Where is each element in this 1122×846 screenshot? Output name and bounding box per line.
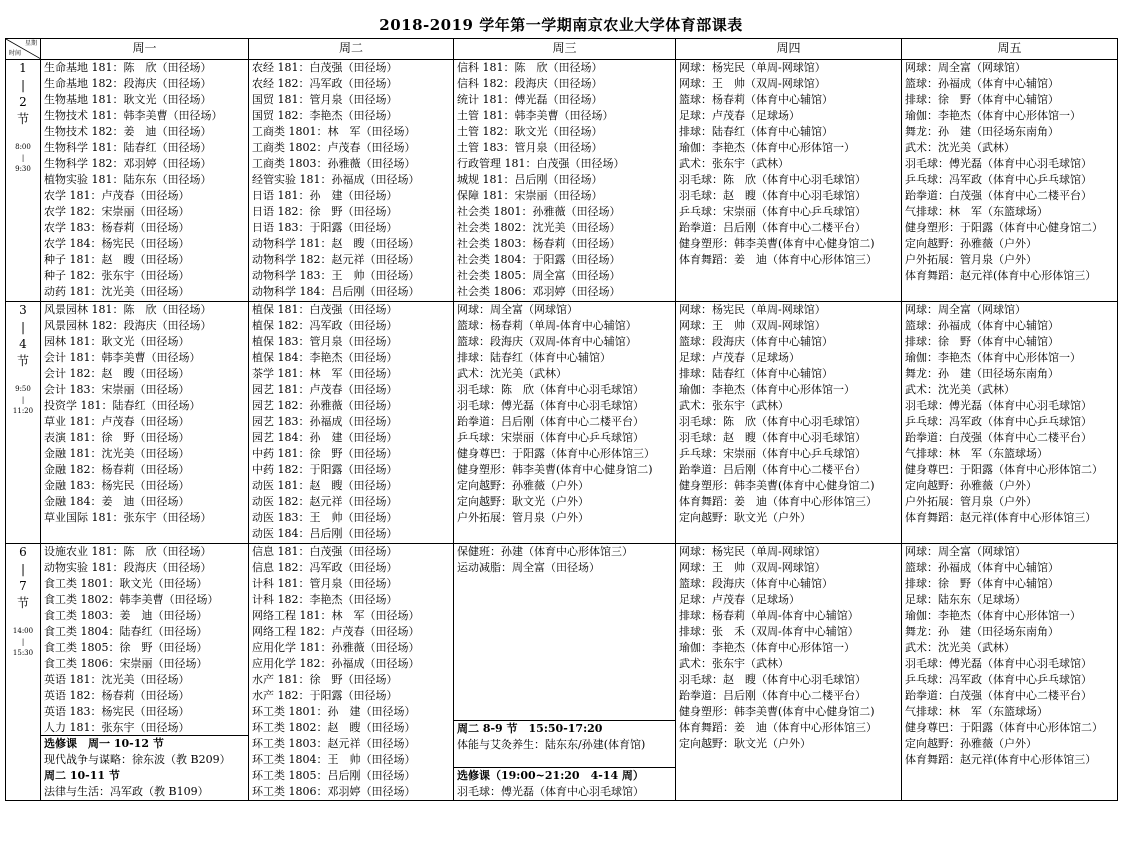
- class-entry: 足球：卢茂春（足球场）: [679, 593, 800, 606]
- class-entry: 草业国际 181：张东宇（田径场）: [44, 511, 212, 524]
- class-entry: 体育舞蹈：赵元祥(体育中心形体馆三）: [905, 269, 1097, 282]
- class-entry: 社会类 1806：邓羽婷（田径场）: [457, 285, 621, 298]
- class-entry: 种子 182：张东宇（田径场）: [44, 269, 190, 282]
- class-entry: 食工类 1803：姜 迪（田径场）: [44, 609, 208, 622]
- class-entry: 风景园林 181：陈 欣（田径场）: [44, 303, 212, 316]
- class-entry: 土管 182：耿文光（田径场）: [457, 125, 603, 138]
- period-row-1: [6, 60, 1118, 302]
- cell-thu-2: [676, 302, 902, 544]
- period-cell: [6, 60, 41, 302]
- class-entry: 网球：杨宪民（单周-网球馆）: [679, 303, 826, 316]
- class-entry: 羽毛球：傅光磊（体育中心羽毛球馆）: [905, 399, 1092, 412]
- class-entry: 会计 183：宋崇丽（田径场）: [44, 383, 190, 396]
- class-entry: 气排球：林 军（东篮球场）: [905, 205, 1048, 218]
- class-entry: 篮球：孙福成（体育中心辅馆）: [905, 561, 1059, 574]
- class-entry: 英语 183：杨宪民（田径场）: [44, 705, 190, 718]
- class-entry: 应用化学 181：孙雅薇（田径场）: [252, 641, 420, 654]
- class-entry: 舞龙：孙 建（田径场东南角）: [905, 125, 1059, 138]
- class-entry: 健身尊巴：于阳露（体育中心形体馆三）: [457, 447, 655, 460]
- period-time-line: |: [21, 154, 25, 162]
- class-entry: 羽毛球：赵 瞍（体育中心羽毛球馆）: [679, 189, 866, 202]
- day-header-thu: 周四: [676, 39, 902, 60]
- class-entry: 农经 182：冯军政（田径场）: [252, 77, 398, 90]
- class-entry: 农经 181：白茂强（田径场）: [252, 61, 398, 74]
- corner-cell: [6, 39, 41, 60]
- class-entry: 定向越野：孙雅薇（户外）: [905, 237, 1037, 250]
- class-entry: 武术：张东宇（武林）: [679, 157, 789, 170]
- class-entry: 排球：陆春红（体育中心辅馆）: [457, 351, 611, 364]
- class-entry: 食工类 1801：耿文光（田径场）: [44, 577, 208, 590]
- class-entry: 篮球：孙福成（体育中心辅馆）: [905, 319, 1059, 332]
- period-label-line: |: [20, 320, 26, 334]
- cell-wed-1: [454, 60, 676, 302]
- day-header-tue: 周二: [249, 39, 454, 60]
- wed-extra-line1: 体能与艾灸养生：陆东东/孙建(体育馆): [457, 738, 646, 751]
- period-time-line: 14:00: [12, 627, 34, 635]
- period-label-line: 1: [19, 61, 27, 75]
- class-entry: 环工类 1806：邓羽婷（田径场）: [252, 785, 416, 798]
- day-header-fri: 周五: [902, 39, 1118, 60]
- class-entry: 动医 181：赵 瞍（田径场）: [252, 479, 398, 492]
- cell-fri-2: [902, 302, 1118, 544]
- class-entry: 乒乓球：宋崇丽（体育中心乒乓球馆）: [457, 431, 644, 444]
- period-time: [6, 142, 40, 175]
- class-entry: 环工类 1805：吕后刚（田径场）: [252, 769, 416, 782]
- class-entry: 投资学 181：陆春红（田径场）: [44, 399, 201, 412]
- class-entry: 社会类 1804：于阳露（田径场）: [457, 253, 621, 266]
- class-entry: 定向越野：耿文光（户外）: [679, 737, 811, 750]
- wed-extra-head2: 选修课（19:00~21:20 4-14 周）: [457, 769, 644, 782]
- class-entry: 信息 182：冯军政（田径场）: [252, 561, 398, 574]
- period-row-3: [6, 544, 1118, 801]
- schedule-table: [5, 38, 1118, 801]
- class-entry: 跆拳道：吕后刚（体育中心二楼平台）: [679, 463, 866, 476]
- class-entry: 英语 181：沈光美（田径场）: [44, 673, 190, 686]
- class-entry: 体育舞蹈：赵元祥(体育中心形体馆三）: [905, 753, 1097, 766]
- cell-tue-3: [249, 544, 454, 801]
- cell-fri-1: [902, 60, 1118, 302]
- period-label-line: 7: [19, 579, 27, 593]
- mon-elective-line1: 现代战争与谋略：徐东波（教 B209）: [44, 753, 231, 766]
- cell-mon-2: [41, 302, 249, 544]
- class-entry: 动物科学 181：赵 瞍（田径场）: [252, 237, 420, 250]
- class-entry: 社会类 1802：沈光美（田径场）: [457, 221, 621, 234]
- class-entry: 健身尊巴：于阳露（体育中心形体馆二）: [905, 721, 1103, 734]
- class-entry: 篮球：孙福成（体育中心辅馆）: [905, 77, 1059, 90]
- class-entry: 武术：张东宇（武林）: [679, 657, 789, 670]
- class-entry: 健身塑形：于阳露（体育中心健身馆二）: [905, 221, 1103, 234]
- class-entry: 乒乓球：冯军政（体育中心乒乓球馆）: [905, 173, 1092, 186]
- class-entry: 农学 183：杨春莉（田径场）: [44, 221, 190, 234]
- class-entry: 生物科学 182：邓羽婷（田径场）: [44, 157, 212, 170]
- class-entry: 篮球：杨春莉（体育中心辅馆）: [679, 93, 833, 106]
- period-label-line: 节: [16, 354, 29, 368]
- class-entry: 篮球：段海庆（体育中心辅馆）: [679, 577, 833, 590]
- class-entry: 篮球：杨春莉（单周-体育中心辅馆）: [457, 319, 637, 332]
- class-entry: 体育舞蹈：赵元祥(体育中心形体馆三）: [905, 511, 1097, 524]
- class-entry: 运动减脂：周全富（田径场）: [457, 561, 600, 574]
- cell-mon-1: [41, 60, 249, 302]
- class-entry: 工商类 1802：卢茂春（田径场）: [252, 141, 416, 154]
- class-entry: 动医 183：王 帅（田径场）: [252, 511, 398, 524]
- class-entry: 日语 182：徐 野（田径场）: [252, 205, 398, 218]
- class-entry: 行政管理 181：白茂强（田径场）: [457, 157, 625, 170]
- class-entry: 羽毛球：傅光磊（体育中心羽毛球馆）: [457, 399, 644, 412]
- class-entry: 气排球：林 军（东篮球场）: [905, 705, 1048, 718]
- class-entry: 保健班：孙建（体育中心形体馆三）: [457, 545, 633, 558]
- class-entry: 表演 181：徐 野（田径场）: [44, 431, 190, 444]
- class-entry: 户外拓展：管月泉（户外）: [905, 495, 1037, 508]
- class-entry: 定向越野：孙雅薇（户外）: [905, 737, 1037, 750]
- class-entry: 土管 183：管月泉（田径场）: [457, 141, 603, 154]
- class-entry: 羽毛球：陈 欣（体育中心羽毛球馆）: [457, 383, 644, 396]
- class-entry: 社会类 1803：杨春莉（田径场）: [457, 237, 621, 250]
- class-entry: 瑜伽：李艳杰（体育中心形体馆一）: [905, 609, 1081, 622]
- class-entry: 羽毛球：傅光磊（体育中心羽毛球馆）: [905, 657, 1092, 670]
- mon-elective-head1: 选修课 周一 10-12 节: [44, 737, 164, 750]
- class-entry: 动物实验 181：段海庆（田径场）: [44, 561, 212, 574]
- class-entry: 足球：陆东东（足球场）: [905, 593, 1026, 606]
- class-entry: 植保 184：李艳杰（田径场）: [252, 351, 398, 364]
- class-entry: 园艺 181：卢茂春（田径场）: [252, 383, 398, 396]
- class-entry: 体育舞蹈：姜 迪（体育中心形体馆三）: [679, 253, 877, 266]
- period-label: [6, 302, 40, 370]
- class-entry: 环工类 1801：孙 建（田径场）: [252, 705, 416, 718]
- class-entry: 金融 183：杨宪民（田径场）: [44, 479, 190, 492]
- class-entry: 人力 181：张东宇（田径场）: [44, 721, 190, 734]
- mon-elective-block: [41, 735, 248, 800]
- class-entry: 体育舞蹈：姜 迪（体育中心形体馆三）: [679, 721, 877, 734]
- class-entry: 户外拓展：管月泉（户外）: [457, 511, 589, 524]
- class-entry: 武术：沈光美（武林）: [905, 383, 1015, 396]
- wed-extra-section-2: [454, 767, 675, 800]
- cell-thu-3: [676, 544, 902, 801]
- class-entry: 种子 181：赵 瞍（田径场）: [44, 253, 190, 266]
- period-time-line: 15:30: [12, 649, 34, 657]
- class-entry: 草业 181：卢茂春（田径场）: [44, 415, 190, 428]
- period-label: [6, 544, 40, 612]
- class-entry: 信息 181：白茂强（田径场）: [252, 545, 398, 558]
- class-entry: 植保 181：白茂强（田径场）: [252, 303, 398, 316]
- class-entry: 健身塑形：韩李美曹(体育中心健身馆二): [679, 479, 875, 492]
- class-entry: 食工类 1802：韩李美曹（田径场）: [44, 593, 219, 606]
- class-entry: 应用化学 182：孙福成（田径场）: [252, 657, 420, 670]
- class-entry: 瑜伽：李艳杰（体育中心形体馆一）: [905, 351, 1081, 364]
- class-entry: 羽毛球：傅光磊（体育中心羽毛球馆）: [905, 157, 1092, 170]
- period-cell: [6, 302, 41, 544]
- class-entry: 瑜伽：李艳杰（体育中心形体馆一）: [679, 141, 855, 154]
- class-entry: 风景园林 182：段海庆（田径场）: [44, 319, 212, 332]
- class-entry: 健身塑形：韩李美曹(体育中心健身馆二): [457, 463, 653, 476]
- class-entry: 气排球：林 军（东篮球场）: [905, 447, 1048, 460]
- class-entry: 土管 181：韩李美曹（田径场）: [457, 109, 614, 122]
- class-entry: 环工类 1804：王 帅（田径场）: [252, 753, 416, 766]
- class-entry: 植保 183：管月泉（田径场）: [252, 335, 398, 348]
- period-label-line: 4: [19, 337, 27, 351]
- class-entry: 日语 181：孙 建（田径场）: [252, 189, 398, 202]
- class-entry: 乒乓球：宋崇丽（体育中心乒乓球馆）: [679, 447, 866, 460]
- class-entry: 农学 181：卢茂春（田径场）: [44, 189, 190, 202]
- class-entry: 排球：张 禾（双周-体育中心辅馆）: [679, 625, 859, 638]
- class-entry: 排球：徐 野（体育中心辅馆）: [905, 335, 1059, 348]
- class-entry: 工商类 1801：林 军（田径场）: [252, 125, 416, 138]
- class-entry: 社会类 1805：周全富（田径场）: [457, 269, 621, 282]
- class-entry: 动物科学 183：王 帅（田径场）: [252, 269, 420, 282]
- class-entry: 会计 181：韩李美曹（田径场）: [44, 351, 201, 364]
- period-cell: [6, 544, 41, 801]
- class-entry: 乒乓球：冯军政（体育中心乒乓球馆）: [905, 415, 1092, 428]
- class-entry: 网球：周全富（网球馆）: [457, 303, 578, 316]
- class-entry: 生物技术 182：姜 迪（田径场）: [44, 125, 212, 138]
- class-entry: 排球：陆春红（体育中心辅馆）: [679, 367, 833, 380]
- class-entry: 定向越野：耿文光（户外）: [457, 495, 589, 508]
- class-entry: 园林 181：耿文光（田径场）: [44, 335, 190, 348]
- class-entry: 武术：沈光美（武林）: [905, 141, 1015, 154]
- class-entry: 排球：徐 野（体育中心辅馆）: [905, 577, 1059, 590]
- class-entry: 户外拓展：管月泉（户外）: [905, 253, 1037, 266]
- class-entry: 信科 181：陈 欣（田径场）: [457, 61, 603, 74]
- header-row: [6, 39, 1118, 60]
- period-time-line: 9:50: [15, 385, 31, 393]
- class-entry: 会计 182：赵 瞍（田径场）: [44, 367, 190, 380]
- period-row-2: [6, 302, 1118, 544]
- class-entry: 体育舞蹈：姜 迪（体育中心形体馆三）: [679, 495, 877, 508]
- class-entry: 城规 181：吕后刚（田径场）: [457, 173, 603, 186]
- class-entry: 园艺 183：孙福成（田径场）: [252, 415, 398, 428]
- class-entry: 羽毛球：陈 欣（体育中心羽毛球馆）: [679, 415, 866, 428]
- cell-fri-3: [902, 544, 1118, 801]
- class-entry: 环工类 1803：赵元祥（田径场）: [252, 737, 416, 750]
- period-label: [6, 60, 40, 128]
- class-entry: 计科 182：李艳杰（田径场）: [252, 593, 398, 606]
- class-entry: 金融 184：姜 迪（田径场）: [44, 495, 190, 508]
- corner-time-label: 时间: [9, 50, 22, 57]
- class-entry: 国贸 182：李艳杰（田径场）: [252, 109, 398, 122]
- class-entry: 园艺 182：孙雅薇（田径场）: [252, 399, 398, 412]
- class-entry: 水产 182：于阳露（田径场）: [252, 689, 398, 702]
- period-time: [6, 384, 40, 417]
- class-entry: 排球：杨春莉（单周-体育中心辅馆）: [679, 609, 859, 622]
- cell-wed-3: [454, 544, 676, 801]
- period-label-line: |: [20, 562, 26, 576]
- period-time-line: 8:00: [15, 143, 31, 151]
- period-time-line: 9:30: [15, 165, 31, 173]
- class-entry: 设施农业 181：陈 欣（田径场）: [44, 545, 212, 558]
- wed-extra-block: [454, 718, 675, 800]
- class-entry: 网球：王 帅（双周-网球馆）: [679, 561, 826, 574]
- class-entry: 金融 181：沈光美（田径场）: [44, 447, 190, 460]
- class-entry: 跆拳道：吕后刚（体育中心二楼平台）: [679, 221, 866, 234]
- class-entry: 网球：王 帅（双周-网球馆）: [679, 319, 826, 332]
- period-label-line: 节: [16, 112, 29, 126]
- class-entry: 乒乓球：宋崇丽（体育中心乒乓球馆）: [679, 205, 866, 218]
- class-entry: 定向越野：孙雅薇（户外）: [905, 479, 1037, 492]
- period-time-line: |: [21, 396, 25, 404]
- cell-thu-1: [676, 60, 902, 302]
- class-entry: 水产 181：徐 野（田径场）: [252, 673, 398, 686]
- class-entry: 羽毛球：陈 欣（体育中心羽毛球馆）: [679, 173, 866, 186]
- class-entry: 植物实验 181：陆东东（田径场）: [44, 173, 212, 186]
- class-entry: 健身尊巴：于阳露（体育中心形体馆二）: [905, 463, 1103, 476]
- class-entry: 国贸 181：管月泉（田径场）: [252, 93, 398, 106]
- class-entry: 羽毛球：赵 瞍（体育中心羽毛球馆）: [679, 431, 866, 444]
- mon-elective-line2: 法律与生活：冯军政（教 B109）: [44, 785, 209, 798]
- class-entry: 足球：卢茂春（足球场）: [679, 351, 800, 364]
- class-entry: 园艺 184：孙 建（田径场）: [252, 431, 398, 444]
- class-entry: 舞龙：孙 建（田径场东南角）: [905, 367, 1059, 380]
- corner-day-label: 星期: [24, 40, 37, 47]
- class-entry: 生命基地 182：段海庆（田径场）: [44, 77, 212, 90]
- class-entry: 网球：周全富（网球馆）: [905, 61, 1026, 74]
- class-entry: 金融 182：杨春莉（田径场）: [44, 463, 190, 476]
- period-time-line: |: [21, 638, 25, 646]
- class-entry: 网络工程 182：卢茂春（田径场）: [252, 625, 420, 638]
- period-time: [6, 626, 40, 659]
- period-label-line: 2: [19, 95, 27, 109]
- class-entry: 网球：周全富（网球馆）: [905, 545, 1026, 558]
- class-entry: 生命基地 181：陈 欣（田径场）: [44, 61, 212, 74]
- class-entry: 定向越野：孙雅薇（户外）: [457, 479, 589, 492]
- class-entry: 网球：王 帅（双周-网球馆）: [679, 77, 826, 90]
- class-entry: 社会类 1801：孙雅薇（田径场）: [457, 205, 621, 218]
- class-entry: 统计 181：傅光磊（田径场）: [457, 93, 603, 106]
- class-entry: 网络工程 181：林 军（田径场）: [252, 609, 420, 622]
- wed-extra-section-1: [454, 720, 675, 753]
- class-entry: 英语 182：杨春莉（田径场）: [44, 689, 190, 702]
- class-entry: 农学 182：宋崇丽（田径场）: [44, 205, 190, 218]
- class-entry: 瑜伽：李艳杰（体育中心形体馆一）: [905, 109, 1081, 122]
- class-entry: 动物科学 184：吕后刚（田径场）: [252, 285, 420, 298]
- cell-tue-1: [249, 60, 454, 302]
- class-entry: 瑜伽：李艳杰（体育中心形体馆一）: [679, 641, 855, 654]
- cell-tue-2: [249, 302, 454, 544]
- class-entry: 计科 181：管月泉（田径场）: [252, 577, 398, 590]
- class-entry: 瑜伽：李艳杰（体育中心形体馆一）: [679, 383, 855, 396]
- class-entry: 武术：张东宇（武林）: [679, 399, 789, 412]
- period-label-line: 3: [19, 303, 27, 317]
- class-entry: 网球：杨宪民（单周-网球馆）: [679, 545, 826, 558]
- class-entry: 健身塑形：韩李美曹(体育中心健身馆二): [679, 237, 875, 250]
- class-entry: 动药 181：沈光美（田径场）: [44, 285, 190, 298]
- class-entry: 食工类 1806：宋崇丽（田径场）: [44, 657, 208, 670]
- period-label-line: 6: [19, 545, 27, 559]
- class-entry: 篮球：段海庆（双周-体育中心辅馆）: [457, 335, 637, 348]
- class-entry: 食工类 1804：陆春红（田径场）: [44, 625, 208, 638]
- class-entry: 网球：杨宪民（单周-网球馆）: [679, 61, 826, 74]
- class-entry: 经管实验 181：孙福成（田径场）: [252, 173, 420, 186]
- class-entry: 保障 181：宋崇丽（田径场）: [457, 189, 603, 202]
- class-entry: 植保 182：冯军政（田径场）: [252, 319, 398, 332]
- class-entry: 茶学 181：林 军（田径场）: [252, 367, 398, 380]
- class-entry: 中药 182：于阳露（田径场）: [252, 463, 398, 476]
- class-entry: 中药 181：徐 野（田径场）: [252, 447, 398, 460]
- class-entry: 食工类 1805：徐 野（田径场）: [44, 641, 208, 654]
- wed-extra-head1: 周二 8-9 节 15:50-17:20: [457, 722, 603, 735]
- class-entry: 环工类 1802：赵 瞍（田径场）: [252, 721, 416, 734]
- class-entry: 跆拳道：白茂强（体育中心二楼平台）: [905, 689, 1092, 702]
- class-entry: 乒乓球：冯军政（体育中心乒乓球馆）: [905, 673, 1092, 686]
- class-entry: 跆拳道：白茂强（体育中心二楼平台）: [905, 189, 1092, 202]
- class-entry: 排球：陆春红（体育中心辅馆）: [679, 125, 833, 138]
- class-entry: 舞龙：孙 建（田径场东南角）: [905, 625, 1059, 638]
- class-entry: 生物基地 181：耿文光（田径场）: [44, 93, 212, 106]
- period-label-line: |: [20, 78, 26, 92]
- class-entry: 动医 182：赵元祥（田径场）: [252, 495, 398, 508]
- cell-mon-3: [41, 544, 249, 801]
- class-entry: 篮球：段海庆（体育中心辅馆）: [679, 335, 833, 348]
- class-entry: 武术：沈光美（武林）: [457, 367, 567, 380]
- class-entry: 跆拳道：白茂强（体育中心二楼平台）: [905, 431, 1092, 444]
- class-entry: 跆拳道：吕后刚（体育中心二楼平台）: [679, 689, 866, 702]
- period-label-line: 节: [16, 596, 29, 610]
- class-entry: 网球：周全富（网球馆）: [905, 303, 1026, 316]
- cell-wed-2: [454, 302, 676, 544]
- day-header-wed: 周三: [454, 39, 676, 60]
- class-entry: 羽毛球：赵 瞍（体育中心羽毛球馆）: [679, 673, 866, 686]
- class-entry: 足球：卢茂春（足球场）: [679, 109, 800, 122]
- period-time-line: 11:20: [12, 407, 34, 415]
- class-entry: 武术：沈光美（武林）: [905, 641, 1015, 654]
- class-entry: 信科 182：段海庆（田径场）: [457, 77, 603, 90]
- class-entry: 生物技术 181：韩李美曹（田径场）: [44, 109, 223, 122]
- class-entry: 生物科学 181：陆春红（田径场）: [44, 141, 212, 154]
- class-entry: 日语 183：于阳露（田径场）: [252, 221, 398, 234]
- class-entry: 定向越野：耿文光（户外）: [679, 511, 811, 524]
- page-title: 2018-2019 学年第一学期南京农业大学体育部课表: [379, 16, 743, 34]
- class-entry: 健身塑形：韩李美曹(体育中心健身馆二): [679, 705, 875, 718]
- class-entry: 动物科学 182：赵元祥（田径场）: [252, 253, 420, 266]
- class-entry: 排球：徐 野（体育中心辅馆）: [905, 93, 1059, 106]
- class-entry: 农学 184：杨宪民（田径场）: [44, 237, 190, 250]
- wed-extra-line2: 羽毛球：傅光磊（体育中心羽毛球馆）: [457, 785, 644, 798]
- class-entry: 跆拳道：吕后刚（体育中心二楼平台）: [457, 415, 644, 428]
- class-entry: 工商类 1803：孙雅薇（田径场）: [252, 157, 416, 170]
- mon-elective-head2: 周二 10-11 节: [44, 769, 120, 782]
- class-entry: 动医 184：吕后刚（田径场）: [252, 527, 398, 540]
- day-header-mon: 周一: [41, 39, 249, 60]
